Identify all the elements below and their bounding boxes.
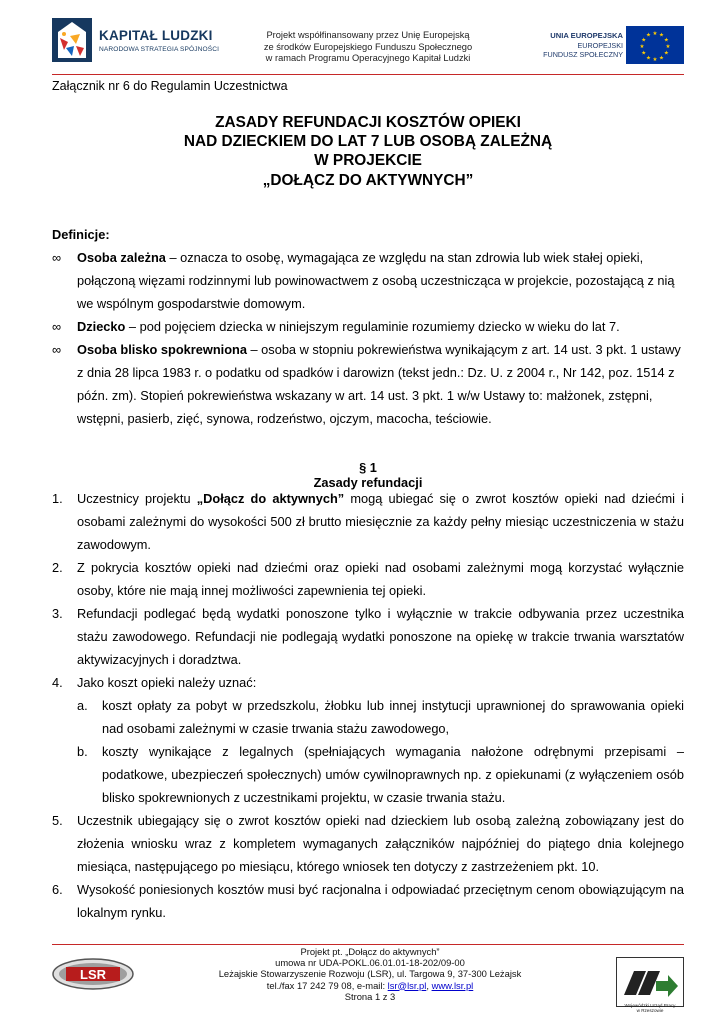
definition-text: – oznacza to osobę, wymagająca ze względu na stan zdrowia lub wiek stałej opieki, połączoną więzami rodzinnymi lub powinowactwem z osobą uczestnicząca w projekcie, pozostającą z nią we wspólnym gospodarstwie domowym.	[77, 250, 675, 311]
infinity-bullet-icon: ∞	[52, 250, 62, 265]
title-line: ZASADY REFUNDACJI KOSZTÓW OPIEKI	[215, 114, 521, 131]
definition-term: Osoba blisko spokrewniona	[77, 342, 247, 357]
footer-info	[190, 946, 550, 1002]
rule-subitem	[77, 694, 684, 740]
document-title	[52, 113, 684, 190]
definition-item	[52, 338, 684, 430]
subitem-letter: a.	[77, 698, 88, 713]
svg-text:★: ★	[659, 32, 664, 39]
svg-text:★: ★	[646, 32, 651, 39]
header-divider	[52, 74, 684, 75]
infinity-bullet-icon: ∞	[52, 319, 62, 334]
page-header	[0, 0, 724, 76]
eu-flag-icon	[626, 26, 684, 64]
rule-item	[52, 878, 684, 924]
lsr-logo-text: LSR	[80, 967, 106, 982]
footer-line: Projekt pt. „Dołącz do aktywnych”	[300, 946, 440, 957]
section-number: § 1	[359, 460, 377, 475]
website-link[interactable]: www.lsr.pl	[431, 979, 474, 991]
definition-term: Dziecko	[77, 319, 126, 334]
rule-number: 1.	[52, 491, 63, 506]
footer-separator: ,	[426, 979, 432, 991]
rule-text: Refundacji podlegać będą wydatki ponoszone tylko i wyłącznie w trakcie odbywania przez uczestnika stażu zawodowego. Refundacji nie podlegają wydatki ponoszone na opiekę w trakcie trwania warsztatów aktywizacyjnych i doradztwa.	[77, 606, 684, 667]
eu-label-line: UNIA EUROPEJSKA	[550, 31, 623, 40]
cofinancing-line: Projekt współfinansowany przez Unię Europejską	[266, 30, 470, 40]
subitem-text: koszt opłaty za pobyt w przedszkolu, żłobku lub innej instytucji uprawnionej do sprawowania opieki nad osobami zależnymi w czasie trwania stażu zawodowego,	[102, 698, 684, 736]
lsr-logo	[52, 958, 134, 990]
subitem-letter: b.	[77, 744, 88, 759]
definition-item	[52, 315, 684, 338]
rule-item	[52, 809, 684, 878]
kapital-ludzki-subtitle: NARODOWA STRATEGIA SPÓJNOŚCI	[99, 46, 220, 53]
rule-sublist	[77, 694, 684, 809]
rules-list	[52, 487, 684, 924]
email-link[interactable]: lsr@lsr.pl	[387, 979, 427, 991]
rule-item	[52, 556, 684, 602]
eu-label-line: EUROPEJSKI	[577, 40, 623, 50]
footer-phone: tel./fax 17 242 79 08, e-mail:	[266, 979, 388, 991]
page-number: Strona 1 z 3	[344, 990, 396, 1002]
svg-text:★: ★	[665, 44, 671, 50]
svg-text:★: ★	[663, 50, 669, 57]
kapital-ludzki-flag-icon	[52, 18, 92, 62]
eu-fund-label	[520, 31, 623, 60]
rule-text: Jako koszt opieki należy uznać:	[77, 675, 257, 690]
rule-text: mogą ubiegać się o zwrot kosztów opieki nad dziećmi i osobami zależnymi do wysokości 500 zł brutto miesięcznie za każdy pełny miesiąc uczestniczenia w stażu zawodowym.	[77, 491, 684, 552]
wup-caption-line: w Rzeszowie	[636, 1008, 664, 1014]
subitem-text: koszty wynikające z legalnych (spełniających wymagania nałożone odrębnymi przepisami – podatkowe, ubezpieczeń społecznych) umów cywilnoprawnych np. z opiekunami (z wyłączeniem osób blisko spokrewnionych z uczestnikami projektu, w czasie trwania stażu.	[102, 744, 684, 805]
cofinancing-line: w ramach Programu Operacyjnego Kapitał Ludzki	[265, 53, 471, 64]
rule-text: Uczestnicy projektu	[77, 491, 197, 506]
kapital-ludzki-logo	[52, 18, 242, 62]
svg-text:★: ★	[652, 31, 658, 37]
footer-line: Leżajskie Stowarzyszenie Rozwoju (LSR), ul. Targowa 9, 37-300 Leżajsk	[218, 968, 522, 980]
definition-term: Osoba zależna	[77, 250, 166, 265]
infinity-bullet-icon: ∞	[52, 342, 62, 357]
svg-text:★: ★	[641, 50, 647, 57]
rule-item	[52, 602, 684, 671]
footer-divider	[52, 944, 684, 945]
section-title: Zasady refundacji	[313, 475, 423, 490]
svg-text:★: ★	[646, 55, 651, 62]
footer-line: umowa nr UDA-POKL.06.01.01-18-202/09-00	[275, 957, 465, 969]
rule-text: Uczestnik ubiegający się o zwrot kosztów opieki nad dzieckiem lub osobą zależną zobowiązany jest do złożenia wniosku wraz z kompletem wymaganych załączników najpóźniej do piątego dnia kolejnego miesiąca, następującego po miesiącu, którego wniosek ten dotyczy z zastrzeżeniem pkt. 10.	[77, 813, 684, 874]
rule-number: 3.	[52, 606, 63, 621]
cofinancing-note	[250, 30, 486, 65]
svg-text:★: ★	[639, 44, 645, 50]
definitions-heading: Definicje:	[52, 227, 110, 242]
title-line: W PROJEKCIE	[314, 152, 422, 170]
svg-text:★: ★	[641, 37, 647, 44]
project-name: „Dołącz do aktywnych”	[196, 491, 345, 506]
rule-number: 4.	[52, 675, 63, 690]
eu-label-line: FUNDUSZ SPOŁECZNY	[543, 50, 623, 60]
svg-text:★: ★	[652, 57, 658, 63]
definition-item	[52, 246, 684, 315]
rule-subitem	[77, 740, 684, 809]
rule-number: 2.	[52, 560, 63, 575]
wup-caption-line: Wojewódzki Urząd Pracy	[624, 1003, 676, 1008]
rule-item	[52, 487, 684, 556]
rule-number: 5.	[52, 813, 63, 828]
definitions-list	[52, 246, 684, 430]
rule-text: Wysokość poniesionych kosztów musi być racjonalna i odpowiadać przeciętnym cenom obowiązującym na lokalnym rynku.	[77, 882, 684, 920]
definition-text: – pod pojęciem dziecka w niniejszym regulaminie rozumiemy dziecko w wieku do lat 7.	[125, 319, 620, 334]
svg-text:★: ★	[663, 37, 669, 44]
footer-contact	[190, 980, 550, 991]
wup-caption	[612, 1003, 688, 1014]
title-line: NAD DZIECKIEM DO LAT 7 LUB OSOBĄ ZALEŻNĄ	[183, 133, 553, 151]
definition-text: – osoba w stopniu pokrewieństwa wynikającym z art. 14 ust. 3 pkt. 1 ustawy z dnia 28 lipca 1983 r. o podatku od spadków i darowizn (tekst jedn.: Dz. U. z 2004 r., Nr 142, poz. 1514 z późn. zm). Stopień pokrewieństwa wskazany w art. 14 ust. 3 pkt. 1 w/w Ustawy to: małżonek, zstępni, wstępni, pasierb, zięć, synowa, rodzeństwo, ojczym, macocha, teściowie.	[77, 342, 681, 426]
rule-item	[52, 671, 684, 809]
rule-number: 6.	[52, 882, 63, 897]
cofinancing-line: ze środków Europejskiego Funduszu Społecznego	[263, 41, 473, 52]
rule-text: Z pokrycia kosztów opieki nad dziećmi oraz opieki nad osobami zależnymi mogą korzystać wyłącznie osoby, które nie mają innej możliwości zapewnienia tej opieki.	[77, 560, 684, 598]
title-line: „DOŁĄCZ DO AKTYWNYCH”	[262, 171, 474, 189]
annex-label: Załącznik nr 6 do Regulamin Uczestnictwa	[52, 79, 288, 93]
kapital-ludzki-title: KAPITAŁ LUDZKI	[99, 28, 213, 43]
svg-text:★: ★	[659, 55, 664, 62]
